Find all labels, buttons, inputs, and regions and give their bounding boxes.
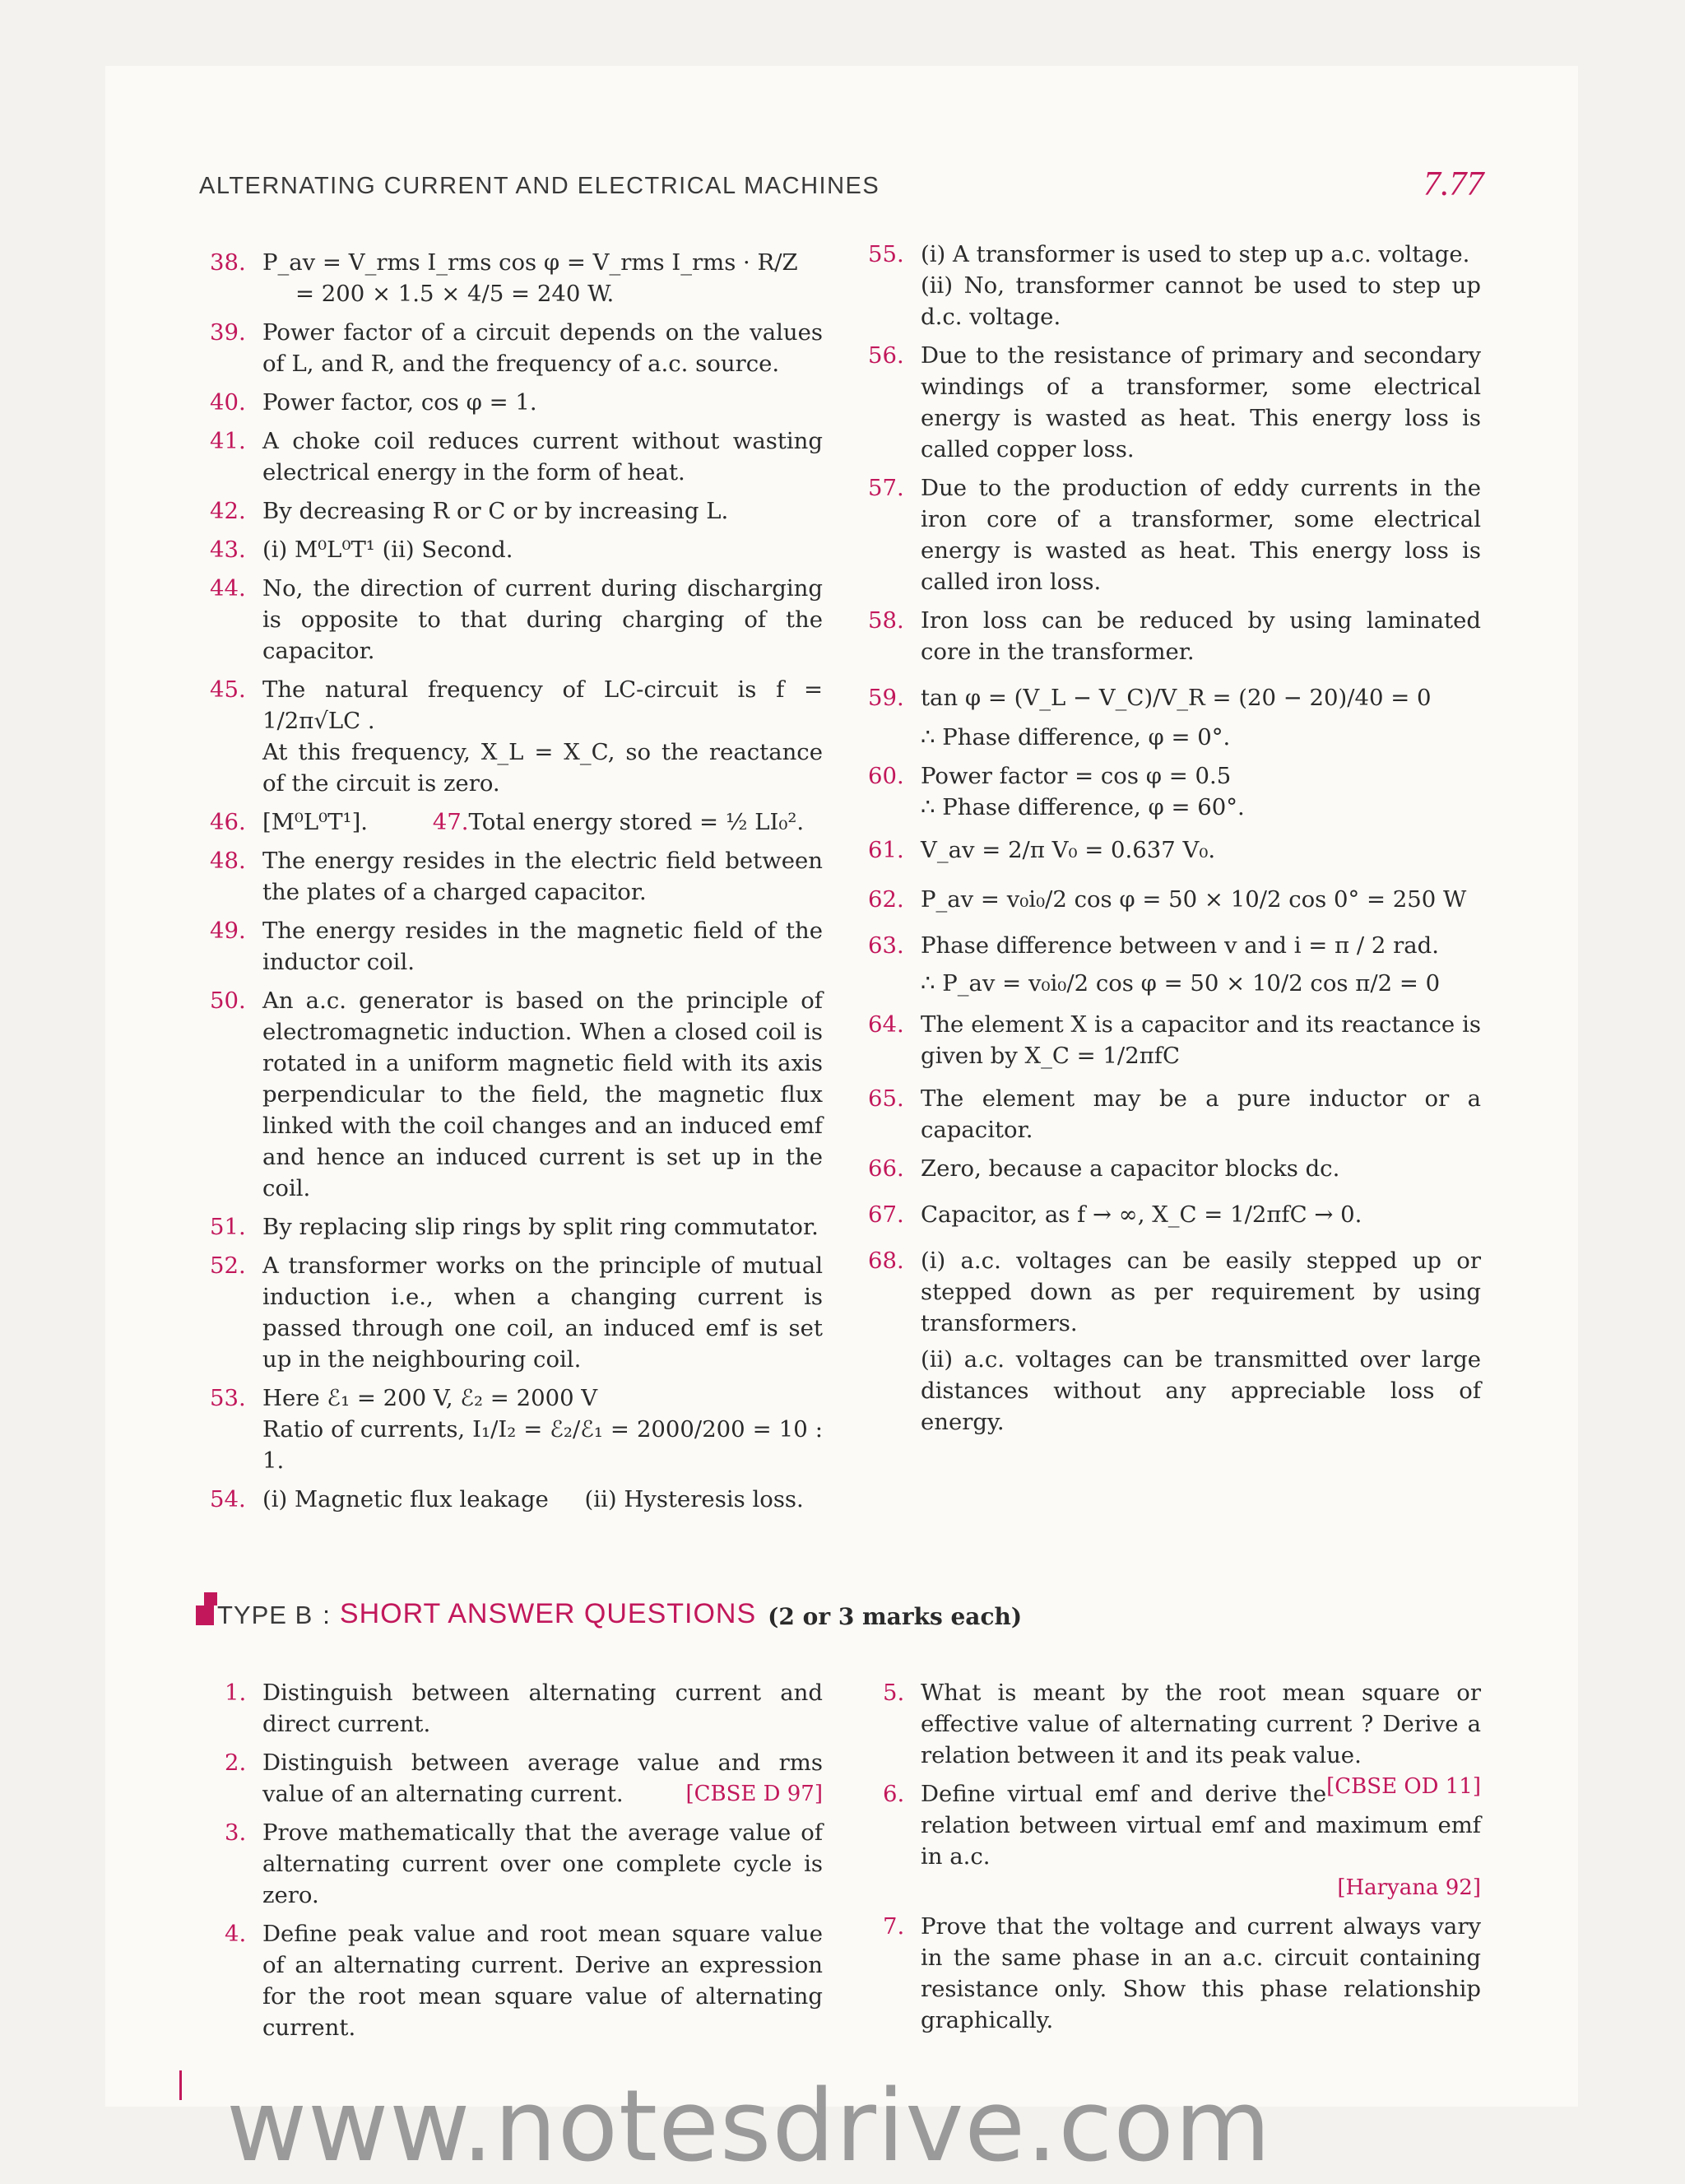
- question-number: 1.: [225, 1680, 247, 1706]
- answer-number: 46.: [210, 809, 246, 835]
- question-text: Distinguish between alternating current and direct current.: [262, 1680, 823, 1737]
- answer-61: [868, 834, 1481, 866]
- question-citation: [CBSE D 97]: [685, 1782, 823, 1806]
- question-5: [868, 1677, 1481, 1799]
- watermark-text: www.notesdrive.com: [226, 2070, 1272, 2184]
- question-3: [210, 1817, 823, 1911]
- answer-line: (ii) a.c. voltages can be transmitted over large distances without any appreciable loss of energy.: [921, 1346, 1481, 1435]
- answer-text: By decreasing R or C or by increasing L.: [262, 498, 729, 524]
- answer-44: [210, 573, 823, 667]
- answer-text: The element X is a capacitor and its reactance is given by X_C = 1/2πfC: [921, 1011, 1481, 1069]
- answer-54: [210, 1484, 823, 1515]
- answer-text: Power factor of a circuit depends on the values of L, and R, and the frequency of a.c. source.: [262, 319, 823, 377]
- answer-65: [868, 1083, 1481, 1145]
- answer-number: 41.: [210, 428, 246, 454]
- answer-60: [868, 760, 1481, 823]
- answer-text: (i) M⁰L⁰T¹ (ii) Second.: [262, 537, 513, 563]
- answer-text: V_av = 2/π V₀ = 0.637 V₀.: [921, 837, 1216, 863]
- answer-number: 40.: [210, 389, 246, 416]
- answer-text: The energy resides in the magnetic field of the inductor coil.: [262, 918, 823, 975]
- answer-43: [210, 534, 823, 565]
- answer-46-47: [210, 806, 823, 838]
- answer-line: tan φ = (V_L − V_C)/V_R = (20 − 20)/40 = 0: [921, 685, 1432, 711]
- answer-64: [868, 1009, 1481, 1071]
- answer-number: 57.: [868, 475, 904, 501]
- answer-number: 48.: [210, 848, 246, 874]
- answer-48: [210, 845, 823, 908]
- question-number: 4.: [225, 1921, 247, 1947]
- question-text: Define peak value and root mean square value of an alternating current. Derive an expression for the root mean square value of alternating current.: [262, 1921, 823, 2041]
- question-text: What is meant by the root mean square or effective value of alternating current ? Derive a relation between it and its peak value.: [921, 1680, 1481, 1768]
- question-number: 5.: [883, 1680, 905, 1706]
- answer-67: [868, 1199, 1481, 1230]
- answer-text: Total energy stored = ½ LI₀².: [468, 809, 805, 835]
- answer-number: 50.: [210, 987, 246, 1014]
- question-text: Define virtual emf and derive the relation between virtual emf and maximum emf in a.c.: [921, 1781, 1481, 1870]
- answer-line: ∴ P_av = v₀i₀/2 cos φ = 50 × 10/2 cos π/2 = 0: [921, 970, 1441, 997]
- answer-number: 55.: [868, 241, 904, 267]
- question-2: [210, 1747, 823, 1810]
- answer-40: [210, 387, 823, 418]
- answer-45: [210, 674, 823, 799]
- answer-62: [868, 884, 1481, 915]
- answer-line: Here ℰ₁ = 200 V, ℰ₂ = 2000 V: [262, 1385, 598, 1411]
- answer-57: [868, 472, 1481, 597]
- section-title: SHORT ANSWER QUESTIONS: [339, 1598, 757, 1629]
- answer-39: [210, 317, 823, 379]
- answer-line: ∴ Phase difference, φ = 0°.: [921, 724, 1231, 750]
- answer-text: The energy resides in the electric field between the plates of a charged capacitor.: [262, 848, 823, 905]
- question-7: [868, 1911, 1481, 2036]
- answer-number: 53.: [210, 1385, 246, 1411]
- questions-left-column: [210, 1677, 823, 2051]
- answer-text: Power factor, cos φ = 1.: [262, 389, 537, 416]
- section-marks: (2 or 3 marks each): [768, 1603, 1023, 1630]
- answer-text: Iron loss can be reduced by using laminated core in the transformer.: [921, 607, 1481, 665]
- answer-line: Ratio of currents, I₁/I₂ = ℰ₂/ℰ₁ = 2000/200 = 10 : 1.: [262, 1416, 823, 1474]
- answer-number: 49.: [210, 918, 246, 944]
- question-citation: [CBSE OD 11]: [1326, 1774, 1481, 1799]
- answer-38: [210, 247, 823, 309]
- answer-number: 44.: [210, 575, 246, 602]
- answers-right-column: [868, 239, 1481, 1445]
- answer-text: P_av = v₀i₀/2 cos φ = 50 × 10/2 cos 0° = 250 W: [921, 886, 1467, 913]
- answer-line: (i) A transformer is used to step up a.c. voltage.: [921, 241, 1470, 267]
- question-number: 3.: [225, 1819, 247, 1846]
- question-citation: [Haryana 92]: [1337, 1875, 1481, 1900]
- answer-text: (i) Magnetic flux leakage (ii) Hysteresis loss.: [262, 1486, 804, 1513]
- answer-number: 54.: [210, 1486, 246, 1513]
- answer-number: 66.: [868, 1155, 904, 1182]
- answer-53: [210, 1382, 823, 1476]
- answer-text: A choke coil reduces current without wasting electrical energy in the form of heat.: [262, 428, 823, 486]
- answer-55: [868, 239, 1481, 332]
- answer-number: 52.: [210, 1252, 246, 1279]
- question-6: [868, 1778, 1481, 1903]
- answer-number: 39.: [210, 319, 246, 346]
- answer-number: 60.: [868, 763, 904, 789]
- section-separator: :: [323, 1601, 330, 1629]
- answer-number: 51.: [210, 1214, 246, 1240]
- answer-56: [868, 340, 1481, 465]
- answer-number: 63.: [868, 932, 904, 959]
- answer-text: [M⁰L⁰T¹].: [262, 809, 369, 835]
- answers-left-column: [210, 247, 823, 1522]
- answer-text: Due to the production of eddy currents in the iron core of a transformer, some electrical energy is wasted as heat. This energy loss is called iron loss.: [921, 475, 1481, 595]
- answer-number: 65.: [868, 1085, 904, 1112]
- question-1: [210, 1677, 823, 1740]
- answer-50: [210, 985, 823, 1204]
- margin-mark: [179, 2070, 182, 2100]
- answer-line: Power factor = cos φ = 0.5: [921, 763, 1232, 789]
- answer-68: [868, 1245, 1481, 1438]
- section-marker-icon: [196, 1605, 214, 1625]
- answer-number: 38.: [210, 249, 246, 276]
- question-number: 6.: [883, 1781, 905, 1807]
- answer-text: Capacitor, as f → ∞, X_C = 1/2πfC → 0.: [921, 1201, 1362, 1228]
- page-number: 7.77: [1423, 165, 1484, 203]
- question-text: Distinguish between average value and rms value of an alternating current.: [262, 1750, 823, 1807]
- running-title: ALTERNATING CURRENT AND ELECTRICAL MACHINES: [199, 173, 880, 199]
- answer-41: [210, 425, 823, 488]
- answer-line: ∴ Phase difference, φ = 60°.: [921, 794, 1245, 820]
- answer-text: By replacing slip rings by split ring commutator.: [262, 1214, 819, 1240]
- answer-51: [210, 1211, 823, 1243]
- answer-text: No, the direction of current during discharging is opposite to that during charging of the capacitor.: [262, 575, 823, 664]
- question-number: 7.: [883, 1913, 905, 1940]
- answer-line: Phase difference between v and i = π / 2 rad.: [921, 932, 1439, 959]
- answer-42: [210, 495, 823, 527]
- question-4: [210, 1918, 823, 2043]
- question-text: Prove mathematically that the average value of alternating current over one complete cycle is zero.: [262, 1819, 823, 1908]
- questions-right-column: [868, 1677, 1481, 2043]
- answer-line: = 200 × 1.5 × 4/5 = 240 W.: [295, 281, 615, 307]
- answer-number: 47.: [432, 809, 469, 835]
- answer-line: The natural frequency of LC-circuit is f = 1/2π√LC .: [262, 676, 823, 734]
- answer-line: P_av = V_rms I_rms cos φ = V_rms I_rms · R/Z: [262, 249, 798, 276]
- answer-number: 56.: [868, 342, 904, 369]
- section-heading: [196, 1598, 1022, 1630]
- answer-line: (ii) No, transformer cannot be used to step up d.c. voltage.: [921, 272, 1481, 330]
- answer-number: 59.: [868, 685, 904, 711]
- answer-text: An a.c. generator is based on the principle of electromagnetic induction. When a closed coil is rotated in a uniform magnetic field with its axis perpendicular to the field, the magnetic flux linked with the coil changes and an induced emf and hence an induced current is set up in the coil.: [262, 987, 823, 1201]
- answer-number: 61.: [868, 837, 904, 863]
- question-text: Prove that the voltage and current always vary in the same phase in an a.c. circuit containing resistance only. Show this phase relationship graphically.: [921, 1913, 1481, 2033]
- answer-49: [210, 915, 823, 978]
- answer-52: [210, 1250, 823, 1375]
- answer-63: [868, 930, 1481, 999]
- answer-number: 58.: [868, 607, 904, 634]
- answer-58: [868, 605, 1481, 667]
- answer-line: At this frequency, X_L = X_C, so the reactance of the circuit is zero.: [262, 739, 823, 797]
- answer-text: The element may be a pure inductor or a capacitor.: [921, 1085, 1481, 1143]
- answer-number: 45.: [210, 676, 246, 703]
- question-number: 2.: [225, 1750, 247, 1776]
- answer-text: Due to the resistance of primary and secondary windings of a transformer, some electrical energy is wasted as heat. This energy loss is called copper loss.: [921, 342, 1481, 462]
- section-type-label: TYPE B: [217, 1601, 313, 1629]
- answer-number: 42.: [210, 498, 246, 524]
- answer-number: 67.: [868, 1201, 904, 1228]
- answer-number: 64.: [868, 1011, 904, 1038]
- answer-number: 62.: [868, 886, 904, 913]
- answer-text: Zero, because a capacitor blocks dc.: [921, 1155, 1340, 1182]
- answer-59: [868, 682, 1481, 753]
- answer-line: (i) a.c. voltages can be easily stepped up or stepped down as per requirement by using transformers.: [921, 1248, 1481, 1336]
- answer-number: 68.: [868, 1248, 904, 1274]
- answer-number: 43.: [210, 537, 246, 563]
- answer-text: A transformer works on the principle of mutual induction i.e., when a changing current is passed through one coil, an induced emf is set up in the neighbouring coil.: [262, 1252, 823, 1373]
- answer-66: [868, 1153, 1481, 1184]
